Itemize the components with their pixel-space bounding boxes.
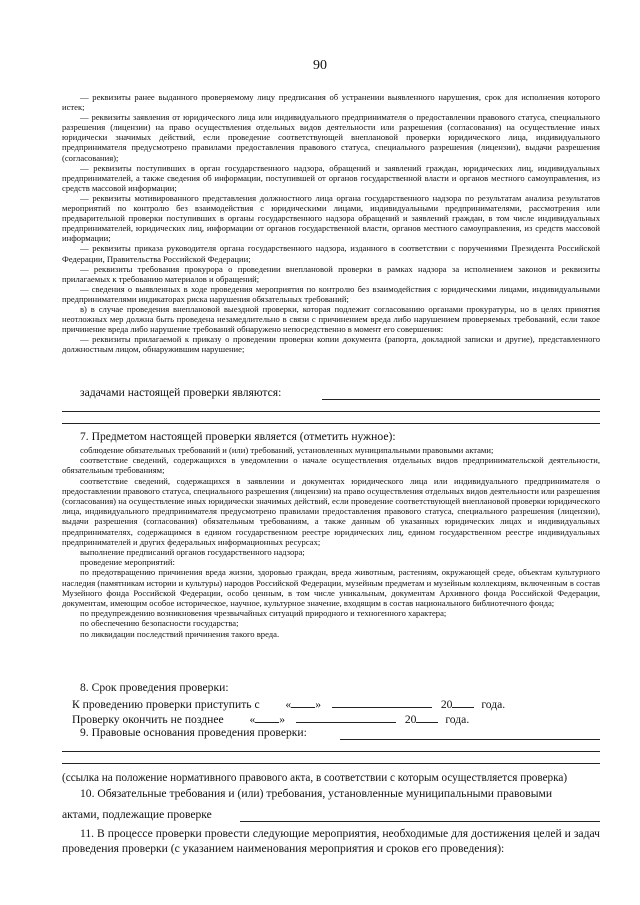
grounds-item: в) в случае проведения внеплановой выездной проверки, которая подлежит согласованию органами прокуратуры, но в целях принятия неотложных мер должна быть проведена незамедлительно в связи с причинением вреда либо нарушением проверяемых требований, если такое причинение вреда либо нарушение требований обнаружено непосредственно в момент его совершения:: [62, 303, 600, 335]
legal-basis-line-2[interactable]: [62, 751, 600, 752]
grounds-item: — реквизиты мотивированного представления должностного лица органа государственного надзора по результатам анализа результатов мероприятий по контролю без взаимодействия с юридическими лицами, индивидуальными предпринимателями, рассмотрения или предварительной проверки поступивших в органы государственного надзора обращений и заявлений граждан, в том числе индивидуальных предпринимателей, юридических лиц, информации от органов государственной власти, органов местного самоуправления, из средств массовой информации;: [62, 192, 600, 244]
item7-option[interactable]: соответствие сведений, содержащихся в заявлении и документах юридического лица или индивидуального предпринимателя о предоставлении правового статуса, специального разрешения (лицензии) на право осуществления отдельных видов деятельности или разрешения (согласования) на осуществление иных юридически значимых действий, если проведение соответствующей внеплановой проверки юридического лица, индивидуального предпринимателя предусмотрено правилами предоставления правового статуса, специального разрешения (лицензии), выдачи разрешения (согласования) обязательным требованиям, а также данным об указанных юридических лицах и индивидуальных предпринимателях, содержащимся в едином государственном реестре юридических лиц, едином государственном реестре индивидуальных предпринимателей и других федеральных информационных ресурсах;: [62, 475, 600, 547]
item7-list: [62, 445, 600, 639]
tasks-fill-line-3[interactable]: [62, 423, 600, 424]
page-number: 90: [313, 58, 327, 73]
end-day-field[interactable]: [255, 711, 279, 723]
end-date-label: Проверку окончить не позднее: [72, 713, 224, 726]
tasks-fill-line[interactable]: [322, 399, 600, 400]
grounds-item: — реквизиты требования прокурора о проведении внеплановой проверки в рамках надзора за исполнением законов и реквизиты прилагаемых к требованию материалов и обращений;: [62, 263, 600, 284]
item7-option[interactable]: по предупреждению возникновения чрезвычайных ситуаций природного и техногенного характера;: [80, 608, 447, 619]
start-year-field[interactable]: [452, 696, 474, 708]
legal-basis-line-3[interactable]: [62, 763, 600, 764]
end-date-row: Проверку окончить не позднее « » 20 года.: [72, 713, 470, 726]
item10-text: 10. Обязательные требования и (или) требования, установленные муниципальными правовыми: [80, 787, 553, 800]
start-day-field[interactable]: [291, 696, 315, 708]
item10-cont: актами, подлежащие проверке: [62, 808, 212, 821]
start-month-field[interactable]: [332, 696, 432, 708]
grounds-item: — реквизиты поступивших в орган государственного надзора, обращений и заявлений граждан, юридических лиц, индивидуальных предпринимателей, а также сведения об информации, поступившей от органов государственной власти и органов местного самоуправления, из средств массовой информации;: [62, 162, 600, 193]
tasks-fill-line-2[interactable]: [62, 411, 600, 412]
item7-option[interactable]: соответствие сведений, содержащихся в уведомлении о начале осуществления отдельных видов предпринимательской деятельности, обязательным требованиям;: [62, 455, 600, 476]
requirements-line[interactable]: [240, 821, 600, 822]
item9-title: 9. Правовые основания проведения проверки:: [80, 726, 307, 739]
legal-basis-line[interactable]: [340, 739, 600, 740]
grounds-item: — сведения о выявленных в ходе проведения мероприятия по контролю без взаимодействия с юридическими лицами, индивидуальными предпринимателями индикаторах риска нарушения обязательных требований;: [62, 283, 600, 304]
end-year-field[interactable]: [416, 711, 438, 723]
item7-option[interactable]: по предотвращению причинения вреда жизни, здоровью граждан, вреда животным, растениям, окружающей среде, объектам культурного наследия (памятникам истории и культуры) народов Российской Федерации, музейным предметам и музейным коллекциям, включенным в состав Музейного фонда Российской Федерации, особо ценным, в том числе уникальным, документам Архивного фонда Российской Федерации, документам, имеющим особое историческое, научное, культурное значение, входящим в состав национального библиотечного фонда;: [62, 567, 600, 609]
end-month-field[interactable]: [296, 711, 396, 723]
item7-option[interactable]: по ликвидации последствий причинения такого вреда.: [80, 628, 280, 639]
item7-option[interactable]: по обеспечению безопасности государства;: [80, 618, 239, 629]
start-date-label: К проведению проверки приступить с: [72, 698, 260, 711]
item7-option[interactable]: выполнение предписаний органов государственного надзора;: [80, 547, 305, 558]
item11-text: 11. В процессе проверки провести следующие мероприятия, необходимые для достижения целей и задач проведения проверки (с указанием наименования мероприятия и сроков его проведения):: [62, 827, 600, 855]
item7-title: 7. Предметом настоящей проверки является (отметить нужное):: [80, 430, 396, 443]
grounds-item: — реквизиты ранее выданного проверяемому лицу предписания об устранении выявленного нарушения, срок для исполнения которого истек;: [62, 92, 600, 113]
item8-title: 8. Срок проведения проверки:: [80, 681, 229, 694]
grounds-item: — реквизиты приказа руководителя органа государственного надзора, изданного в соответствии с поручениями Президента Российской Федерации, Правительства Российской Федерации;: [62, 243, 600, 264]
tasks-label: задачами настоящей проверки являются:: [80, 386, 282, 399]
item7-option[interactable]: проведение мероприятий:: [80, 557, 175, 568]
item7-option[interactable]: соблюдение обязательных требований и (или) требований, установленных муниципальными правовыми актами;: [80, 445, 494, 455]
grounds-item: — реквизиты заявления от юридического лица или индивидуального предпринимателя о предоставлении правового статуса, специального разрешения (лицензии) на право осуществления отдельных видов деятельности или разрешения (согласования) на осуществление иных юридически значимых действий, если проведение соответствующей внеплановой проверки юридического лица, индивидуального предпринимателя предусмотрено правилами предоставления правового статуса, специального разрешения (лицензии), выдачи разрешения (согласования);: [62, 112, 600, 163]
grounds-list: [62, 92, 600, 354]
start-date-row: К проведению проверки приступить с « » 20 года.: [72, 698, 506, 711]
item9-note: (ссылка на положение нормативного правового акта, в соответствии с которым осуществляется проверка): [62, 772, 568, 784]
grounds-item: — реквизиты прилагаемой к приказу о проведении проверки копии документа (рапорта, докладной записки и другие), представленного должностным лицом, обнаружившим нарушение;: [62, 334, 600, 355]
